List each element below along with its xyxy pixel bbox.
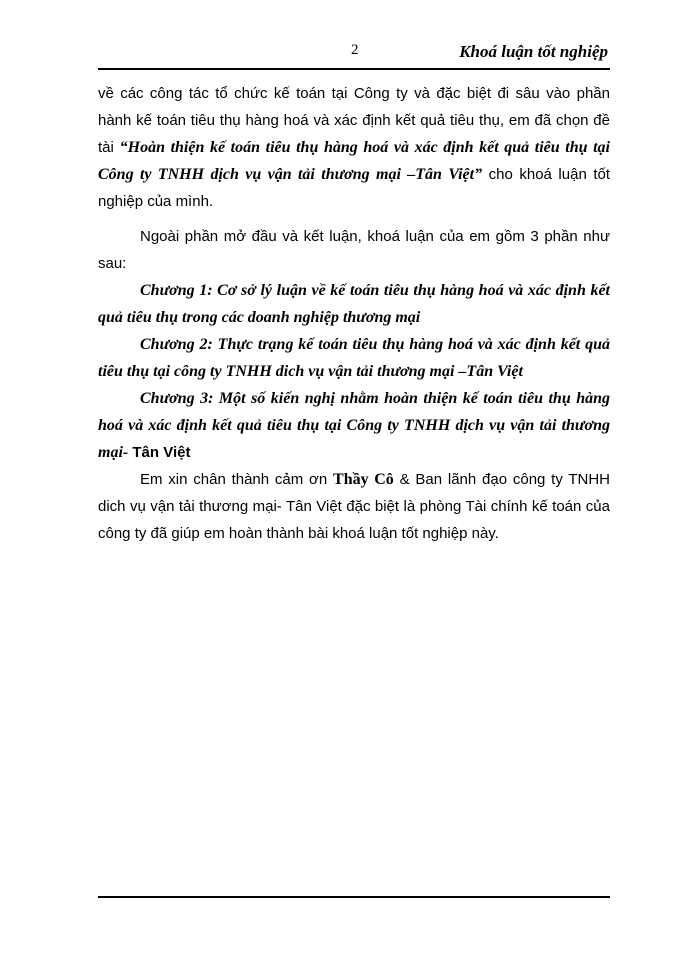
page-number: 2 [351, 42, 359, 58]
intro-text-after: cho khoá luận tốt nghiệp của mình. [98, 166, 610, 210]
chapter-3-tail: Tân Việt [128, 444, 191, 461]
chapter-1-title: Chương 1: Cơ sở lý luận về kế toán tiêu thụ hàng hoá và xác định kết quả tiêu thụ trong các doanh nghiệp thương mại [98, 282, 610, 326]
thesis-topic: “Hoàn thiện kế toán tiêu thụ hàng hoá và xác định kết quả tiêu thụ tại Công ty TNHH dịch vụ vận tải thương mại –Tân Việt” [98, 139, 610, 183]
chapter-3 [98, 385, 610, 466]
footer-rule [98, 896, 610, 898]
intro-paragraph [98, 80, 610, 215]
thanks-text-after: & Ban lãnh đạo công ty TNHH dich vụ vận tải thương mại- Tân Việt đặc biệt là phòng Tài chính kế toán của công ty đã giúp em hoàn thành bài khoá luận tốt nghiệp này. [98, 471, 611, 542]
page-body [98, 80, 610, 547]
page-header [98, 38, 610, 70]
thanks-text-before: Em xin chân thành cảm ơn [140, 471, 334, 488]
thanks-paragraph [98, 466, 610, 547]
chapter-2 [98, 331, 610, 385]
chapter-1 [98, 277, 610, 331]
chapter-2-title: Chương 2: Thực trạng kế toán tiêu thụ hàng hoá và xác định kết quả tiêu thụ tại công ty TNHH dich vụ vận tải thương mại –Tân Việt [98, 336, 610, 380]
thanks-bold: Thầy Cô [333, 471, 394, 488]
structure-intro-paragraph: Ngoài phần mở đầu và kết luận, khoá luận của em gồm 3 phần như sau: [98, 228, 610, 272]
header-title: Khoá luận tốt nghiệp [459, 42, 608, 61]
chapter-3-title: Chương 3: Một số kiến nghị nhằm hoàn thiện kế toán tiêu thụ hàng hoá và xác định kết quả tiêu thụ tại Công ty TNHH dịch vụ vận tải thương mại- [98, 390, 610, 461]
intro-text-before: về các công tác tổ chức kế toán tại Công ty và đặc biệt đi sâu vào phần hành kế toán tiêu thụ hàng hoá và xác định kết quả tiêu thụ, em đã chọn đề tài [98, 85, 610, 156]
